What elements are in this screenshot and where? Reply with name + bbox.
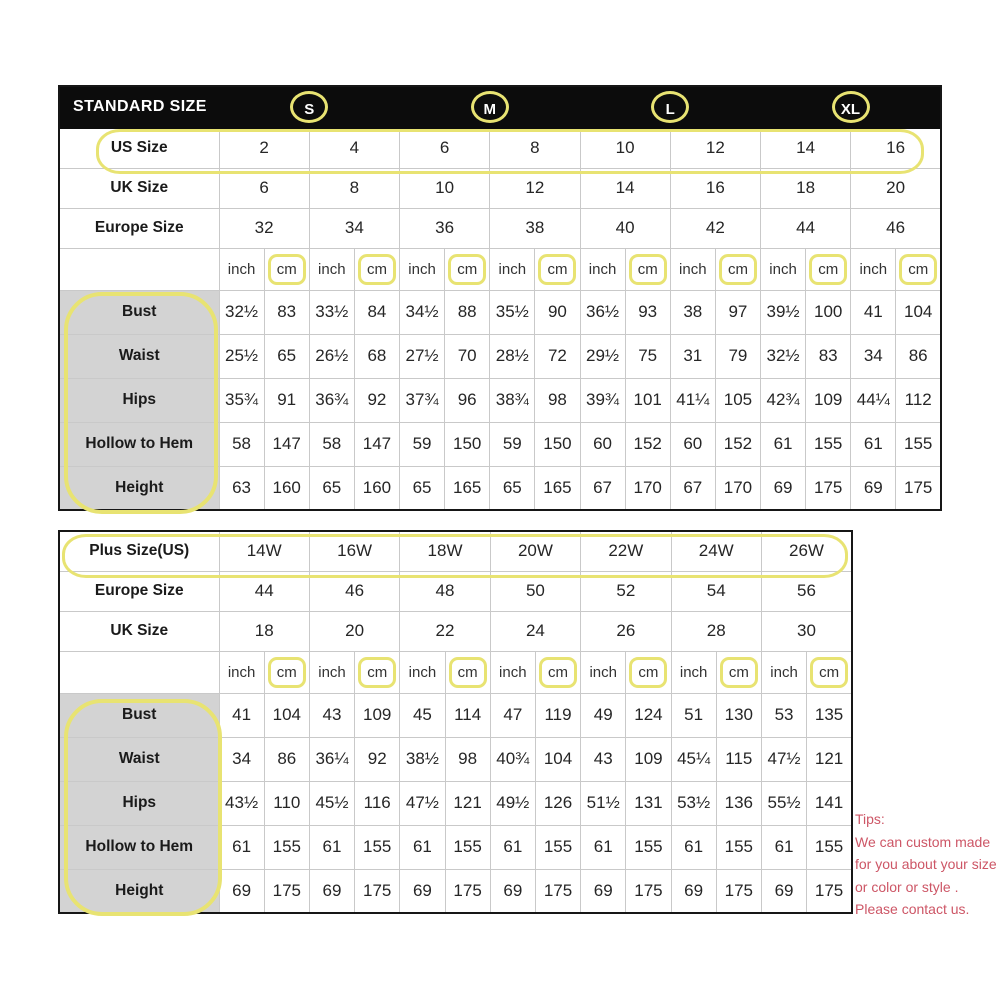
measurement-row [59, 334, 941, 378]
measurement-cell: 175 [716, 869, 761, 913]
unit-cm-badge: cm [719, 254, 757, 285]
measurement-cell: 109 [355, 693, 400, 737]
measurement-cell: 152 [715, 422, 760, 466]
measurement-cell: 155 [716, 825, 761, 869]
unit-row [59, 651, 852, 693]
measurement-cell: 75 [625, 334, 670, 378]
measurement-cell: 83 [264, 290, 309, 334]
measurement-cell: 32½ [219, 290, 264, 334]
measurement-cell: 155 [264, 825, 309, 869]
size-cell: 10 [400, 168, 490, 208]
measurement-label: Bust [59, 693, 219, 737]
measurement-cell: 34 [219, 737, 264, 781]
measurement-row [59, 869, 852, 913]
measurement-cell: 25½ [219, 334, 264, 378]
measurement-label: Hollow to Hem [59, 825, 219, 869]
measurement-cell: 104 [896, 290, 941, 334]
measurement-cell: 39½ [761, 290, 806, 334]
measurement-cell: 65 [400, 466, 445, 510]
measurement-cell: 32½ [761, 334, 806, 378]
unit-inch-cell: inch [851, 248, 896, 290]
size-cell: 52 [581, 571, 671, 611]
size-cell: 6 [219, 168, 309, 208]
measurement-cell: 175 [445, 869, 490, 913]
measurement-cell: 100 [806, 290, 851, 334]
measurement-cell: 61 [309, 825, 354, 869]
unit-cm-cell [535, 248, 580, 290]
unit-inch-cell: inch [671, 651, 716, 693]
measurement-cell: 67 [580, 466, 625, 510]
unit-cm-cell [625, 248, 670, 290]
standard-size-title: STANDARD SIZE [59, 86, 219, 128]
unit-cm-cell [445, 248, 490, 290]
measurement-cell: 61 [581, 825, 626, 869]
measurement-cell: 61 [490, 825, 535, 869]
measurement-cell: 92 [355, 737, 400, 781]
size-cell: 40 [580, 208, 670, 248]
size-cell: 46 [309, 571, 399, 611]
measurement-cell: 43 [581, 737, 626, 781]
tips-line-2: for you about your size [855, 856, 997, 872]
size-cell: 32 [219, 208, 309, 248]
measurement-cell: 104 [535, 737, 580, 781]
measurement-cell: 175 [896, 466, 941, 510]
measurement-cell: 41¼ [670, 378, 715, 422]
unit-inch-cell: inch [400, 651, 445, 693]
measurement-cell: 175 [807, 869, 852, 913]
size-cell: 18W [400, 531, 490, 571]
unit-cm-badge: cm [449, 657, 487, 688]
measurement-cell: 36¼ [309, 737, 354, 781]
size-group-circle-xl: XL [832, 91, 870, 123]
size-group-cell [761, 86, 942, 128]
measurement-cell: 88 [445, 290, 490, 334]
measurement-cell: 69 [761, 466, 806, 510]
measurement-cell: 60 [670, 422, 715, 466]
measurement-cell: 155 [626, 825, 671, 869]
measurement-cell: 155 [896, 422, 941, 466]
measurement-cell: 69 [400, 869, 445, 913]
measurement-cell: 86 [896, 334, 941, 378]
measurement-cell: 124 [626, 693, 671, 737]
unit-cm-cell [626, 651, 671, 693]
measurement-row [59, 378, 941, 422]
measurement-cell: 35½ [490, 290, 535, 334]
measurement-cell: 104 [264, 693, 309, 737]
size-cell: 26 [581, 611, 671, 651]
measurement-cell: 38 [670, 290, 715, 334]
measurement-cell: 47½ [761, 737, 806, 781]
unit-inch-cell: inch [580, 248, 625, 290]
size-group-cell [400, 86, 581, 128]
measurement-cell: 59 [400, 422, 445, 466]
measurement-cell: 58 [309, 422, 354, 466]
measurement-cell: 93 [625, 290, 670, 334]
measurement-cell: 41 [219, 693, 264, 737]
tips-line-1: We can custom made [855, 833, 991, 850]
measurement-cell: 31 [670, 334, 715, 378]
measurement-cell: 105 [715, 378, 760, 422]
size-cell: 46 [851, 208, 941, 248]
size-cell: 12 [670, 128, 760, 168]
measurement-cell: 69 [671, 869, 716, 913]
size-cell: 16 [670, 168, 760, 208]
measurement-cell: 45 [400, 693, 445, 737]
measurement-cell: 72 [535, 334, 580, 378]
measurement-cell: 155 [806, 422, 851, 466]
measurement-cell: 61 [761, 825, 806, 869]
measurement-cell: 51 [671, 693, 716, 737]
size-cell: 2 [219, 128, 309, 168]
measurement-label: Height [59, 466, 219, 510]
size-row-label: UK Size [59, 168, 219, 208]
size-row [59, 208, 941, 248]
measurement-cell: 26½ [309, 334, 354, 378]
measurement-cell: 114 [445, 693, 490, 737]
size-row-label: Europe Size [59, 208, 219, 248]
measurement-cell: 41 [851, 290, 896, 334]
size-group-circle-l: L [651, 91, 689, 123]
measurement-row [59, 693, 852, 737]
size-row [59, 571, 852, 611]
size-cell: 16 [851, 128, 941, 168]
size-cell: 24W [671, 531, 761, 571]
measurement-cell: 61 [761, 422, 806, 466]
size-cell: 6 [400, 128, 490, 168]
size-row [59, 128, 941, 168]
measurement-cell: 53½ [671, 781, 716, 825]
tips-note [855, 808, 1000, 921]
measurement-cell: 65 [309, 466, 354, 510]
measurement-cell: 131 [626, 781, 671, 825]
measurement-cell: 59 [490, 422, 535, 466]
size-cell: 54 [671, 571, 761, 611]
standard-size-table [58, 85, 942, 511]
size-row [59, 611, 852, 651]
size-cell: 8 [490, 128, 580, 168]
measurement-cell: 60 [580, 422, 625, 466]
measurement-cell: 110 [264, 781, 309, 825]
unit-cm-cell [896, 248, 941, 290]
unit-cm-badge: cm [358, 254, 396, 285]
unit-cm-badge: cm [720, 657, 758, 688]
size-cell: 24 [490, 611, 580, 651]
measurement-cell: 92 [354, 378, 399, 422]
unit-cm-cell [715, 248, 760, 290]
measurement-row [59, 466, 941, 510]
measurement-cell: 43½ [219, 781, 264, 825]
measurement-cell: 44¼ [851, 378, 896, 422]
measurement-cell: 109 [806, 378, 851, 422]
plus-size-table [58, 530, 853, 914]
size-cell: 30 [761, 611, 852, 651]
measurement-cell: 150 [445, 422, 490, 466]
measurement-cell: 53 [761, 693, 806, 737]
measurement-cell: 49½ [490, 781, 535, 825]
measurement-cell: 58 [219, 422, 264, 466]
measurement-row [59, 737, 852, 781]
measurement-cell: 101 [625, 378, 670, 422]
unit-cm-cell [535, 651, 580, 693]
measurement-cell: 43 [309, 693, 354, 737]
measurement-cell: 175 [264, 869, 309, 913]
measurement-cell: 47 [490, 693, 535, 737]
unit-inch-cell: inch [309, 651, 354, 693]
size-cell: 28 [671, 611, 761, 651]
measurement-label: Hips [59, 781, 219, 825]
measurement-row [59, 825, 852, 869]
size-row [59, 531, 852, 571]
measurement-cell: 135 [807, 693, 852, 737]
unit-cm-cell [806, 248, 851, 290]
size-row-label: Europe Size [59, 571, 219, 611]
size-row-label: UK Size [59, 611, 219, 651]
unit-inch-cell: inch [309, 248, 354, 290]
measurement-cell: 45¼ [671, 737, 716, 781]
size-cell: 36 [400, 208, 490, 248]
measurement-label: Hollow to Hem [59, 422, 219, 466]
unit-cm-badge: cm [539, 657, 577, 688]
measurement-cell: 121 [445, 781, 490, 825]
size-cell: 4 [309, 128, 399, 168]
size-cell: 18 [761, 168, 851, 208]
size-cell: 16W [309, 531, 399, 571]
unit-inch-cell: inch [219, 651, 264, 693]
unit-cm-cell [354, 248, 399, 290]
size-row-label: US Size [59, 128, 219, 168]
measurement-cell: 65 [264, 334, 309, 378]
size-group-circle-m: M [471, 91, 509, 123]
header-bar-row [59, 86, 941, 128]
measurement-cell: 84 [354, 290, 399, 334]
measurement-cell: 34½ [400, 290, 445, 334]
measurement-cell: 65 [490, 466, 535, 510]
measurement-cell: 175 [355, 869, 400, 913]
size-cell: 8 [309, 168, 399, 208]
unit-cm-badge: cm [268, 657, 306, 688]
unit-cm-badge: cm [809, 254, 847, 285]
unit-cm-badge: cm [268, 254, 306, 285]
measurement-cell: 86 [264, 737, 309, 781]
measurement-cell: 29½ [580, 334, 625, 378]
measurement-cell: 45½ [309, 781, 354, 825]
size-cell: 14 [580, 168, 670, 208]
measurement-cell: 115 [716, 737, 761, 781]
measurement-cell: 68 [354, 334, 399, 378]
measurement-cell: 165 [445, 466, 490, 510]
measurement-cell: 69 [581, 869, 626, 913]
measurement-cell: 130 [716, 693, 761, 737]
size-cell: 20 [309, 611, 399, 651]
size-cell: 44 [761, 208, 851, 248]
measurement-row [59, 781, 852, 825]
unit-inch-cell: inch [670, 248, 715, 290]
size-cell: 20W [490, 531, 580, 571]
measurement-cell: 175 [535, 869, 580, 913]
measurement-cell: 147 [264, 422, 309, 466]
size-row [59, 168, 941, 208]
size-cell: 12 [490, 168, 580, 208]
measurement-cell: 97 [715, 290, 760, 334]
size-cell: 22 [400, 611, 490, 651]
measurement-cell: 160 [264, 466, 309, 510]
measurement-cell: 150 [535, 422, 580, 466]
measurement-cell: 121 [807, 737, 852, 781]
measurement-cell: 70 [445, 334, 490, 378]
unit-inch-cell: inch [761, 248, 806, 290]
measurement-cell: 67 [670, 466, 715, 510]
size-cell: 26W [761, 531, 852, 571]
unit-row-label [59, 248, 219, 290]
unit-inch-cell: inch [219, 248, 264, 290]
measurement-cell: 61 [671, 825, 716, 869]
measurement-cell: 79 [715, 334, 760, 378]
measurement-label: Hips [59, 378, 219, 422]
measurement-cell: 61 [219, 825, 264, 869]
unit-row-label [59, 651, 219, 693]
measurement-cell: 83 [806, 334, 851, 378]
unit-cm-cell [355, 651, 400, 693]
measurement-row [59, 290, 941, 334]
measurement-cell: 109 [626, 737, 671, 781]
unit-cm-cell [807, 651, 852, 693]
size-cell: 18 [219, 611, 309, 651]
unit-inch-cell: inch [400, 248, 445, 290]
measurement-cell: 155 [445, 825, 490, 869]
measurement-cell: 55½ [761, 781, 806, 825]
unit-cm-cell [445, 651, 490, 693]
size-cell: 42 [670, 208, 760, 248]
size-cell: 34 [309, 208, 399, 248]
measurement-cell: 37¾ [400, 378, 445, 422]
unit-cm-cell [264, 651, 309, 693]
unit-cm-cell [716, 651, 761, 693]
size-cell: 14 [761, 128, 851, 168]
size-cell: 22W [581, 531, 671, 571]
unit-row [59, 248, 941, 290]
size-cell: 10 [580, 128, 670, 168]
measurement-cell: 47½ [400, 781, 445, 825]
measurement-cell: 51½ [581, 781, 626, 825]
measurement-cell: 91 [264, 378, 309, 422]
unit-cm-cell [264, 248, 309, 290]
measurement-cell: 49 [581, 693, 626, 737]
size-cell: 48 [400, 571, 490, 611]
measurement-cell: 38¾ [490, 378, 535, 422]
measurement-cell: 36¾ [309, 378, 354, 422]
measurement-label: Height [59, 869, 219, 913]
measurement-cell: 39¾ [580, 378, 625, 422]
unit-inch-cell: inch [490, 248, 535, 290]
size-cell: 44 [219, 571, 309, 611]
measurement-cell: 42¾ [761, 378, 806, 422]
measurement-cell: 98 [445, 737, 490, 781]
measurement-cell: 147 [354, 422, 399, 466]
measurement-cell: 175 [806, 466, 851, 510]
unit-inch-cell: inch [761, 651, 806, 693]
unit-cm-badge: cm [538, 254, 576, 285]
size-cell: 20 [851, 168, 941, 208]
measurement-row [59, 422, 941, 466]
measurement-cell: 28½ [490, 334, 535, 378]
measurement-cell: 90 [535, 290, 580, 334]
measurement-cell: 61 [400, 825, 445, 869]
size-group-cell [219, 86, 400, 128]
measurement-cell: 175 [626, 869, 671, 913]
measurement-cell: 155 [535, 825, 580, 869]
size-group-cell [580, 86, 761, 128]
measurement-cell: 96 [445, 378, 490, 422]
unit-inch-cell: inch [581, 651, 626, 693]
measurement-cell: 61 [851, 422, 896, 466]
measurement-cell: 34 [851, 334, 896, 378]
size-row-label: Plus Size(US) [59, 531, 219, 571]
measurement-label: Waist [59, 737, 219, 781]
tips-line-3: or color or style . [855, 878, 959, 895]
unit-inch-cell: inch [490, 651, 535, 693]
size-cell: 14W [219, 531, 309, 571]
unit-cm-badge: cm [629, 657, 667, 688]
measurement-cell: 170 [625, 466, 670, 510]
measurement-cell: 69 [761, 869, 806, 913]
measurement-cell: 33½ [309, 290, 354, 334]
measurement-cell: 160 [354, 466, 399, 510]
measurement-cell: 119 [535, 693, 580, 737]
size-cell: 56 [761, 571, 852, 611]
size-group-circle-s: S [290, 91, 328, 123]
measurement-cell: 27½ [400, 334, 445, 378]
measurement-cell: 152 [625, 422, 670, 466]
measurement-cell: 116 [355, 781, 400, 825]
measurement-cell: 69 [309, 869, 354, 913]
measurement-cell: 141 [807, 781, 852, 825]
measurement-cell: 155 [355, 825, 400, 869]
measurement-cell: 40¾ [490, 737, 535, 781]
size-cell: 50 [490, 571, 580, 611]
measurement-cell: 69 [219, 869, 264, 913]
unit-cm-badge: cm [358, 657, 396, 688]
measurement-cell: 112 [896, 378, 941, 422]
measurement-cell: 170 [715, 466, 760, 510]
unit-cm-badge: cm [629, 254, 667, 285]
measurement-cell: 126 [535, 781, 580, 825]
tips-line-4: Please contact us. [855, 901, 970, 917]
unit-cm-badge: cm [448, 254, 486, 285]
unit-cm-badge: cm [810, 657, 848, 688]
measurement-label: Waist [59, 334, 219, 378]
measurement-cell: 155 [807, 825, 852, 869]
tips-heading: Tips: [855, 811, 885, 827]
size-cell: 38 [490, 208, 580, 248]
measurement-cell: 35¾ [219, 378, 264, 422]
measurement-cell: 69 [851, 466, 896, 510]
unit-cm-badge: cm [899, 254, 937, 285]
measurement-cell: 69 [490, 869, 535, 913]
measurement-cell: 63 [219, 466, 264, 510]
measurement-cell: 36½ [580, 290, 625, 334]
measurement-label: Bust [59, 290, 219, 334]
measurement-cell: 38½ [400, 737, 445, 781]
measurement-cell: 98 [535, 378, 580, 422]
measurement-cell: 136 [716, 781, 761, 825]
measurement-cell: 165 [535, 466, 580, 510]
